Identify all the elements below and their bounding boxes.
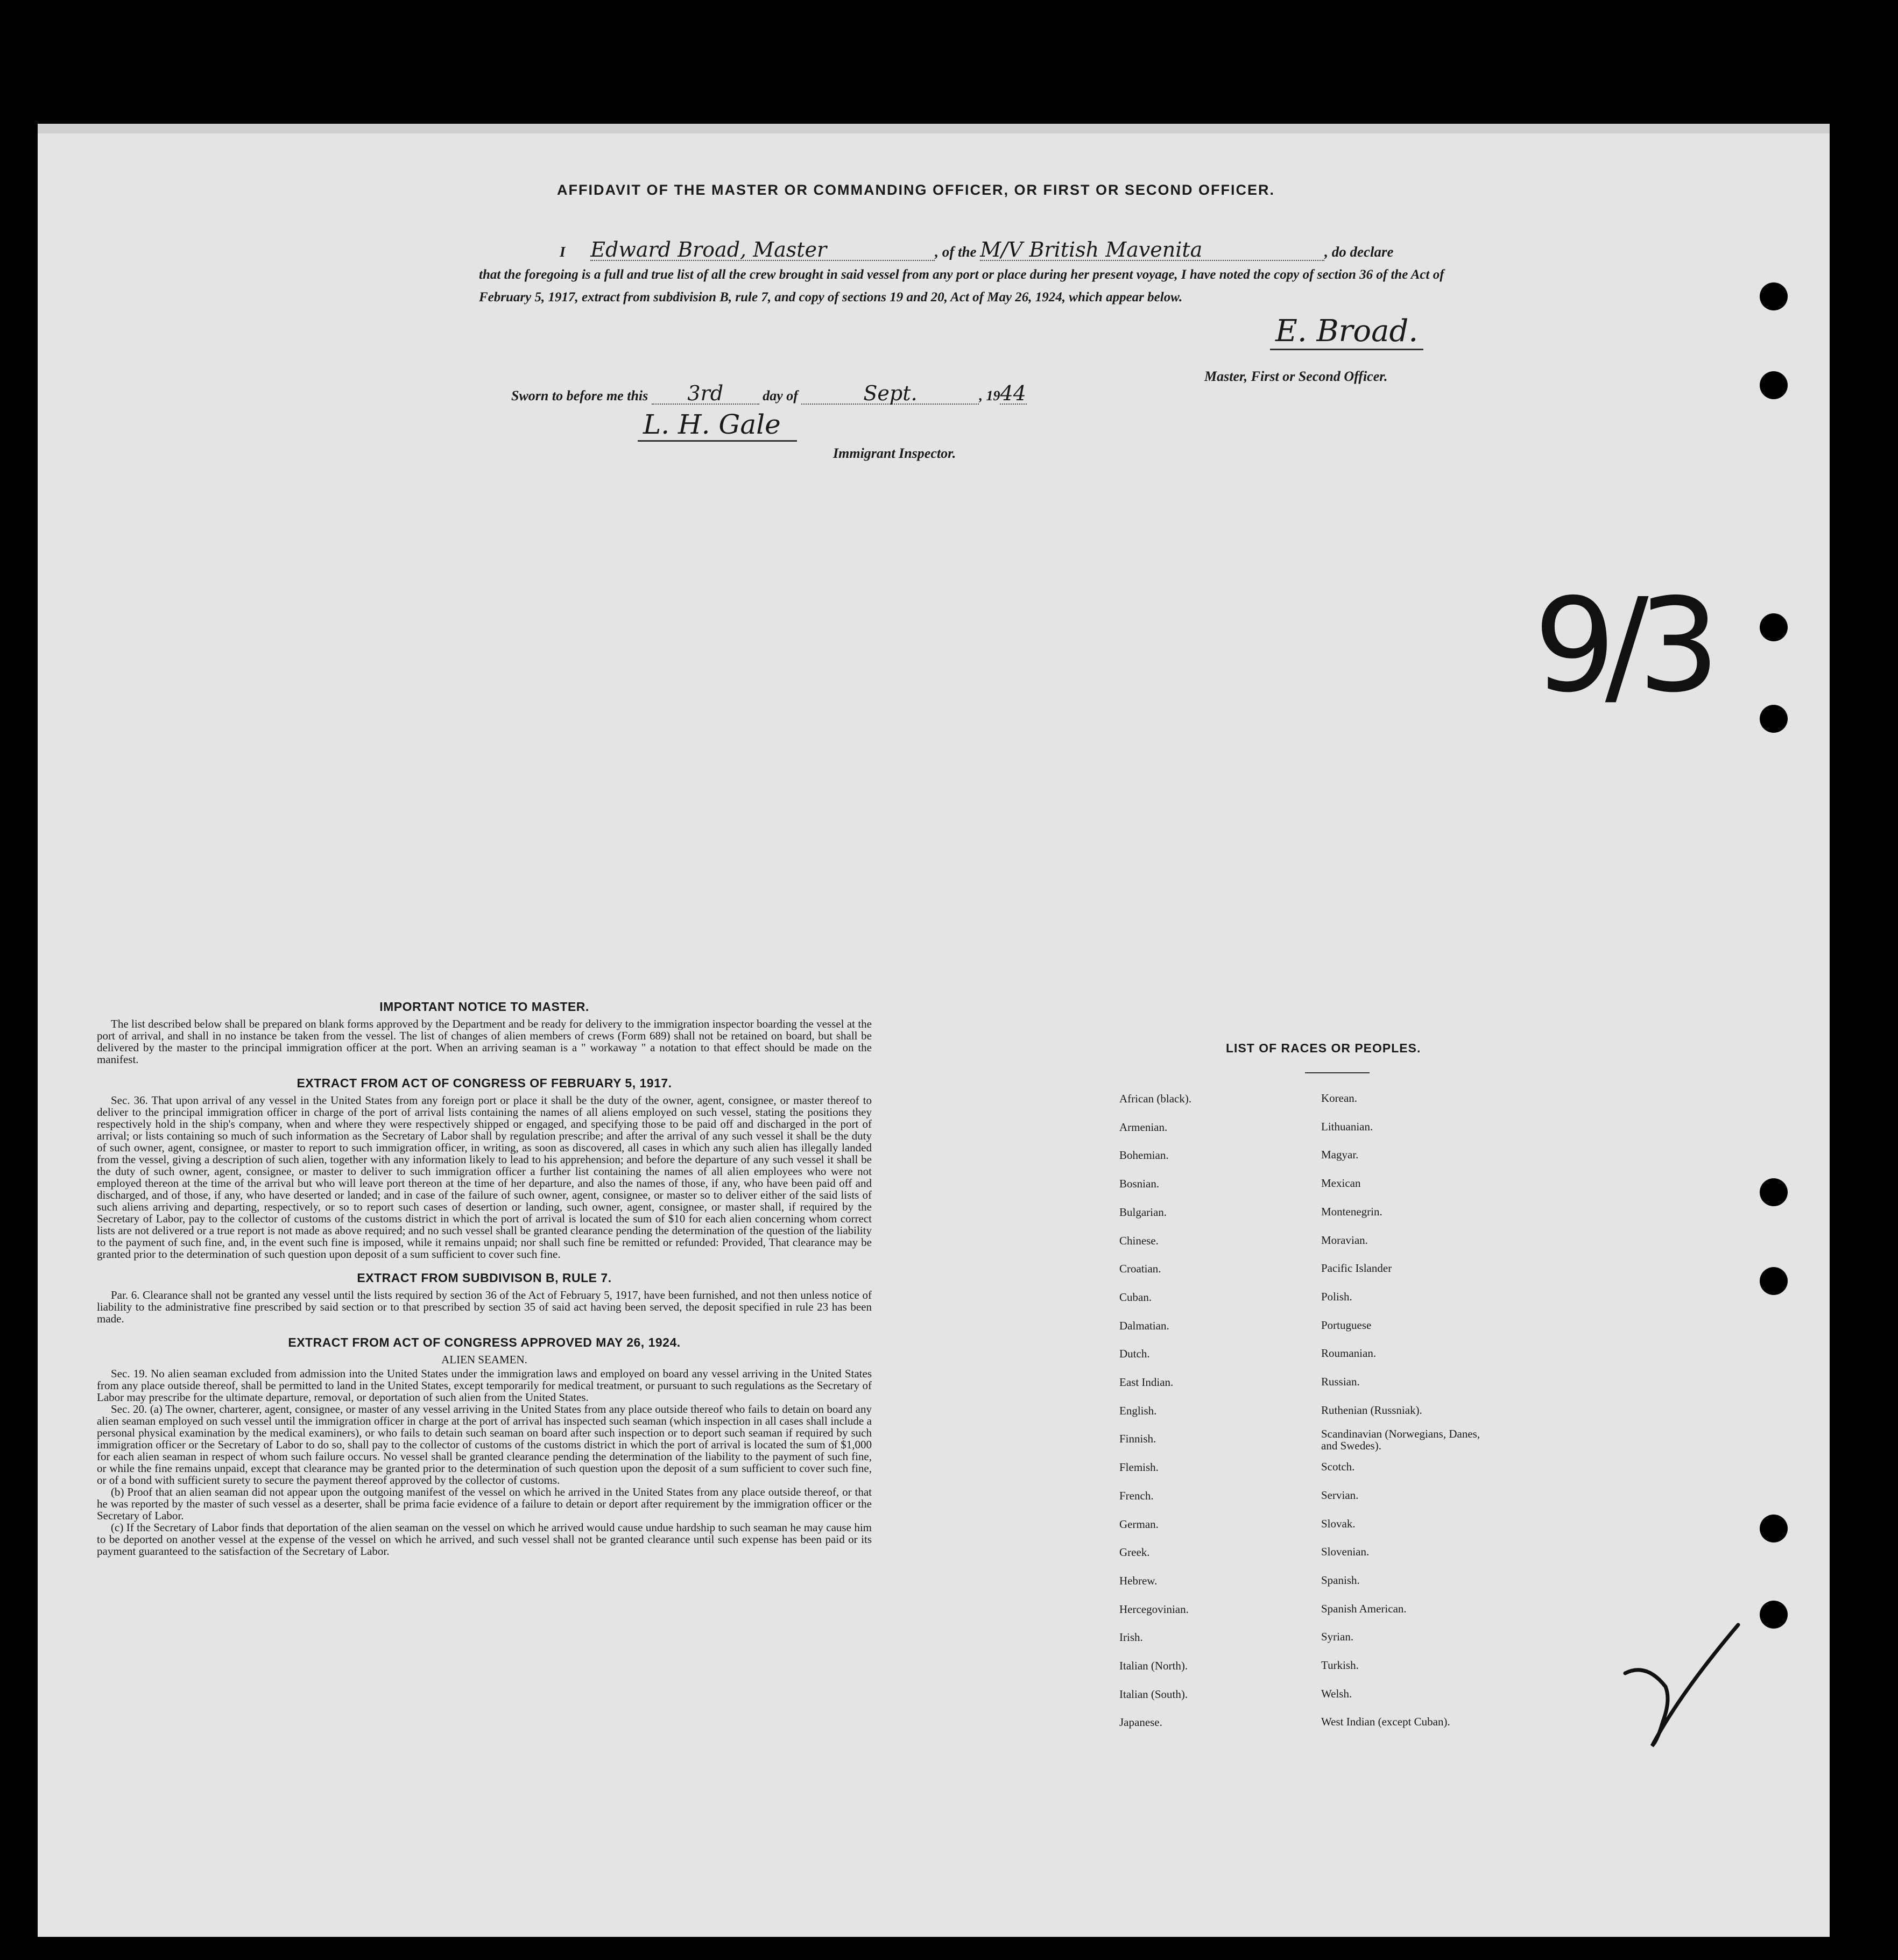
- race-item: Syrian.: [1321, 1630, 1354, 1644]
- races-divider: [1305, 1072, 1370, 1073]
- race-item: Polish.: [1321, 1290, 1352, 1303]
- declaration-statement: that the foregoing is a full and true list of all the crew brought in said vessel from any port or place during her present voyage, I have noted the copy of section 36 of the Act of February 5, 1917, extract from subdivision B, rule 7, and copy of sections 19 and 20, Act of May 26, 1924, which appear below.: [479, 267, 1444, 305]
- race-item: Korean.: [1321, 1092, 1358, 1105]
- race-item: East Indian.: [1119, 1376, 1174, 1389]
- inspector-signature: L. H. Gale: [638, 409, 797, 442]
- punch-hole: [1760, 705, 1788, 733]
- race-item: Scandinavian (Norwegians, Danes, and Swedes).: [1321, 1427, 1480, 1453]
- punch-hole: [1760, 371, 1788, 399]
- race-item: Bulgarian.: [1119, 1205, 1167, 1219]
- sec20b-text: (b) Proof that an alien seaman did not appear upon the outgoing manifest of the vessel on which he arrived in the United States from any place outside thereof, or that he was reported by the master of such vessel as a deserter, shall be prima facie evidence of a failure to detain or deport after requirement by the immigration officer or the Secretary of Labor.: [97, 1485, 872, 1522]
- race-item: Spanish American.: [1321, 1602, 1407, 1615]
- legal-text-column: [97, 1001, 872, 1557]
- sworn-day-field: 3rd: [652, 383, 759, 405]
- do-declare-label: , do declare: [1324, 244, 1394, 260]
- race-item: Slovak.: [1321, 1517, 1356, 1530]
- extract-1917-text: Sec. 36. That upon arrival of any vessel in the United States from any foreign port or place it shall be the duty of the owner, agent, consignee, or master thereof to deliver to the principal immigration officer in charge of the port of arrival lists containing the names of all aliens employed on such vessel, stating the positions they respectively hold in the ship's company, when and where they were respectively shipped or engaged, and specifying those to be paid off and discharged in the port of arrival; or lists containing so much of such information as the Secretary of Labor shall by regulation prescribe; and after the arrival of any such vessel it shall be the duty of such owner, agent, consignee, or master to report to such immigration officer, in writing, as soon as discovered, all cases in which any such alien has illegally landed from the vessel, giving a description of such alien, together with any information likely to lead to his apprehension; and before the departure of any such vessel it shall be the duty of such owner, agent, consignee, or master to deliver to such immigration officer a further list containing the names of all alien employees who were not employed thereon at the time of the arrival but who will leave port thereon at the time of her departure, and also the names of those, if any, who have been paid off and discharged, and of those, if any, who have deserted or landed; and in case of the failure of such owner, agent, consignee, or master so to deliver either of the said lists of such aliens arriving and departing, respectively, or so to report such cases of desertion or landing, such owner, agent, consignee, or master shall, if required by the Secretary of Labor, pay to the collector of customs of the customs district in which the port of arrival is located the sum of $10 for each alien concerning whom correct lists are not delivered or a true report is not made as above required; and no such vessel shall be granted clearance pending the determination of the question of the liability to the payment of such fine, and, in the event such fine is imposed, while it remains unpaid; nor shall such fine be remitted or refunded: Provided, That clearance may be granted prior to the determination of such question upon deposit of a sum sufficient to cover such fine.: [97, 1094, 872, 1261]
- punch-hole: [1760, 613, 1788, 641]
- sec19-text: Sec. 19. No alien seaman excluded from admission into the United States under the immigration laws and employed on board any vessel arriving in the United States from any place outside thereof, shall be permitted to land in the United States, except temporarily for medical treatment, or pursuant to such regulations as the Secretary of Labor may prescribe for the ultimate departure, removal, or deportation of such alien from the United States.: [97, 1367, 872, 1404]
- race-item: Bohemian.: [1119, 1149, 1169, 1162]
- sworn-month-field: Sept.: [801, 383, 979, 405]
- notice-text: The list described below shall be prepared on blank forms approved by the Department and be ready for delivery to the immigration inspector boarding the vessel at the port of arrival, and shall in no instance be taken from the vessel. The list of changes of alien members of crews (Form 689) shall not be retained on board, but shall be delivered by the master to the principal immigration officer at the port. When an arriving seaman is a " workaway " a notation to that effect should be made on the manifest.: [97, 1017, 872, 1066]
- declaration-line: [479, 239, 1453, 263]
- i-label: I: [560, 244, 566, 260]
- sworn-label: Sworn to before me this: [511, 388, 648, 404]
- race-item: Hebrew.: [1119, 1574, 1158, 1587]
- race-item: Servian.: [1321, 1488, 1359, 1502]
- rule7-text: Par. 6. Clearance shall not be granted any vessel until the lists required by section 36 of the Act of February 5, 1917, have been furnished, and not then unless notice of liability to the administrative fine prescribed by said section or to that prescribed by section 35 of said act having been served, the deposit specified in rule 23 has been made.: [97, 1289, 872, 1325]
- race-item: Bosnian.: [1119, 1177, 1160, 1191]
- year-prefix: , 19: [979, 388, 1000, 404]
- race-item: English.: [1119, 1404, 1157, 1417]
- sworn-line: [511, 383, 1027, 405]
- race-item: Cuban.: [1119, 1290, 1152, 1304]
- race-item: Flemish.: [1119, 1461, 1159, 1474]
- race-item: Welsh.: [1321, 1687, 1352, 1700]
- alien-seamen-subheading: ALIEN SEAMEN.: [441, 1353, 527, 1366]
- race-item: German.: [1119, 1517, 1159, 1531]
- race-item: African (black).: [1119, 1092, 1192, 1105]
- master-signature: E. Broad.: [1270, 314, 1423, 350]
- race-item: Turkish.: [1321, 1659, 1359, 1672]
- punch-hole: [1760, 1178, 1788, 1206]
- race-item: Dalmatian.: [1119, 1319, 1169, 1332]
- affidavit-title: AFFIDAVIT OF THE MASTER OR COMMANDING OFFICER, OR FIRST OR SECOND OFFICER.: [557, 182, 1275, 198]
- sworn-year-field: 44: [1000, 381, 1026, 405]
- race-item: Hercegovinian.: [1119, 1602, 1189, 1616]
- races-title: LIST OF RACES OR PEOPLES.: [1226, 1041, 1421, 1055]
- race-item: Magyar.: [1321, 1148, 1359, 1162]
- check-mark-icon: [1614, 1614, 1749, 1754]
- punch-hole: [1760, 1601, 1788, 1629]
- extract-1917-heading: EXTRACT FROM ACT OF CONGRESS OF FEBRUARY 5, 1917.: [297, 1076, 672, 1090]
- race-item: Japanese.: [1119, 1716, 1162, 1729]
- race-item: Irish.: [1119, 1631, 1143, 1644]
- race-item: Montenegrin.: [1321, 1205, 1382, 1218]
- master-caption: Master, First or Second Officer.: [1204, 369, 1388, 384]
- race-item: Slovenian.: [1321, 1545, 1370, 1559]
- notice-heading: IMPORTANT NOTICE TO MASTER.: [379, 1000, 589, 1014]
- of-the-label: , of the: [935, 244, 977, 260]
- race-item: Chinese.: [1119, 1234, 1159, 1247]
- race-item: Roumanian.: [1321, 1347, 1377, 1360]
- race-item: Armenian.: [1119, 1120, 1168, 1134]
- race-item: Portuguese: [1321, 1318, 1372, 1332]
- handwritten-number: 9/3: [1534, 570, 1710, 721]
- punch-hole: [1760, 1515, 1788, 1542]
- inspector-caption: Immigrant Inspector.: [833, 445, 956, 461]
- race-item: West Indian (except Cuban).: [1321, 1715, 1450, 1729]
- master-name-field: Edward Broad, Master: [590, 239, 935, 261]
- punch-hole: [1760, 1267, 1788, 1295]
- race-item: Croatian.: [1119, 1262, 1161, 1276]
- sec20a-text: Sec. 20. (a) The owner, charterer, agent, consignee, or master of any vessel arriving in the United States from any place outside thereof who fails to detain on board any alien seaman employed on such vessel until the immigration officer in charge at the port of arrival has inspected such seaman (which inspection in all cases shall include a personal physical examination by the medical examiners), or who fails to detain such seaman on board after such inspection or to deport such seaman if required by such immigration officer or the Secretary of Labor to do so, shall pay to the collector of customs of the customs district in which the port of arrival is located the sum of $1,000 for each alien seaman in respect of whom such failure occurs. No vessel shall be granted clearance pending the determination of the liability to the payment of such fine, or while the fine remains unpaid, except that clearance may be granted prior to the determination of such question upon the deposit of a sum sufficient to cover such fine, or of a bond with sufficient surety to secure the payment thereof approved by the collector of customs.: [97, 1403, 872, 1487]
- race-item: Dutch.: [1119, 1347, 1150, 1361]
- race-item: Mexican: [1321, 1177, 1361, 1190]
- extract-1924-heading: EXTRACT FROM ACT OF CONGRESS APPROVED MAY 26, 1924.: [288, 1335, 681, 1349]
- race-item: Italian (North).: [1119, 1659, 1188, 1672]
- race-item: Italian (South).: [1119, 1687, 1188, 1701]
- race-item: Moravian.: [1321, 1233, 1368, 1247]
- race-item: Ruthenian (Russniak).: [1321, 1403, 1422, 1417]
- race-item: Russian.: [1321, 1375, 1360, 1388]
- race-item: Spanish.: [1321, 1573, 1360, 1587]
- race-item: French.: [1119, 1489, 1154, 1502]
- race-item: Scotch.: [1321, 1460, 1355, 1474]
- punch-hole: [1760, 282, 1788, 310]
- race-item: Lithuanian.: [1321, 1120, 1373, 1133]
- rule7-heading: EXTRACT FROM SUBDIVISON B, RULE 7.: [357, 1271, 612, 1285]
- vessel-name-field: M/V British Mavenita: [980, 239, 1324, 261]
- race-item: Greek.: [1119, 1546, 1150, 1559]
- race-item: Finnish.: [1119, 1432, 1156, 1446]
- race-item: Pacific Islander: [1321, 1262, 1392, 1275]
- sec20c-text: (c) If the Secretary of Labor finds that deportation of the alien seaman on the vessel on which he arrived would cause undue hardship to such seaman he may cause him to be deported on another vessel at the expense of the vessel on which he arrived, and such vessel shall not be granted clearance until such expense has been paid or its payment guaranteed to the satisfaction of the Secretary of Labor.: [97, 1521, 872, 1558]
- day-of-label: day of: [763, 388, 798, 404]
